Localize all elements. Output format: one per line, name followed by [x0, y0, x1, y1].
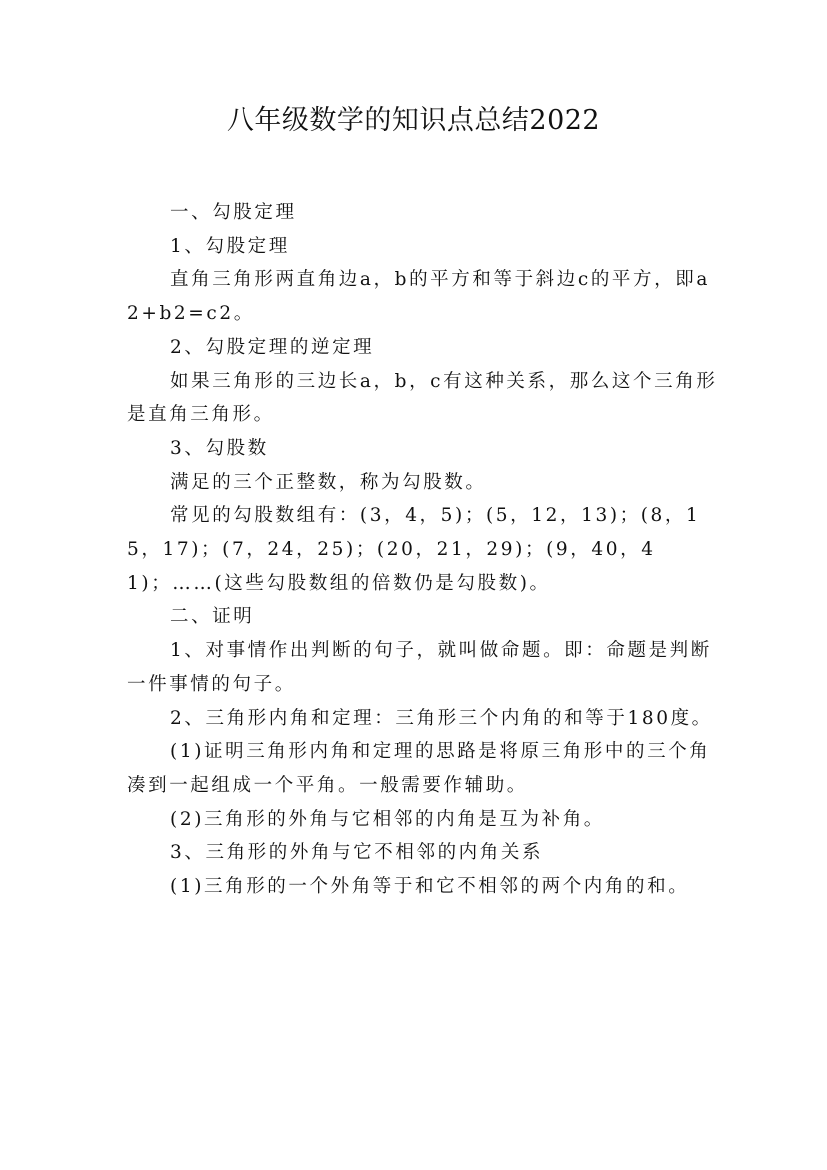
section-heading: 二、证明	[170, 606, 255, 628]
paragraph: (1)三角形的一个外角等于和它不相邻的两个内角的和。	[170, 876, 690, 898]
document-body	[127, 196, 720, 904]
subsection-heading: 2、勾股定理的逆定理	[170, 336, 375, 358]
paragraph: 如果三角形的三边长a，b，c有这种关系，那么这个三角形是直角三角形。	[127, 370, 718, 426]
document-title: 八年级数学的知识点总结2022	[226, 105, 601, 136]
paragraph: 满足的三个正整数，称为勾股数。	[170, 471, 487, 493]
paragraph: (2)三角形的外角与它相邻的内角是互为补角。	[170, 808, 605, 830]
paragraph: 常见的勾股数组有：(3，4，5)；(5，12，13)；(8，15，17)；(7，24，25)；(20，21，29)；(9，40，41)；……(这些勾股数组的倍数仍是勾股数)。	[127, 505, 701, 594]
paragraph: (1)证明三角形内角和定理的思路是将原三角形中的三个角凑到一起组成一个平角。一般需要作辅助。	[127, 741, 711, 796]
paragraph: 1、对事情作出判断的句子，就叫做命题。即：命题是判断一件事情的句子。	[127, 640, 712, 695]
subsection-heading: 3、三角形的外角与它不相邻的内角关系	[170, 842, 544, 864]
subsection-heading: 1、勾股定理	[170, 235, 290, 257]
section-heading: 一、勾股定理	[170, 202, 297, 223]
subsection-heading: 3、勾股数	[170, 437, 269, 459]
paragraph: 直角三角形两直角边a，b的平方和等于斜边c的平方，即a2+b2=c2。	[127, 269, 710, 325]
paragraph: 2、三角形内角和定理：三角形三个内角的和等于180度。	[170, 707, 713, 729]
